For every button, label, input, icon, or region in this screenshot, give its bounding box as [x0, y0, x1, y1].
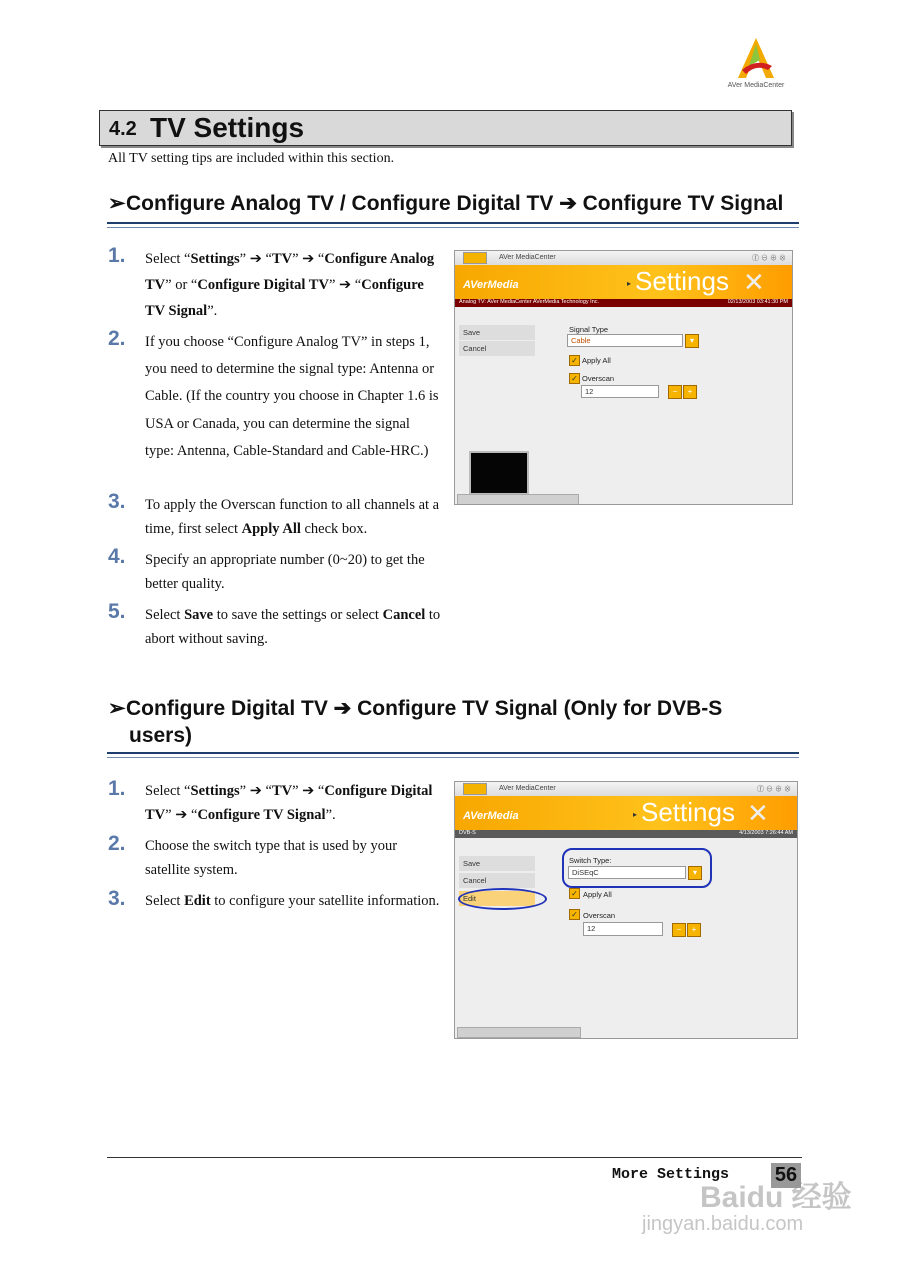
banner-title: Settings [641, 797, 735, 827]
heading-rule [107, 752, 799, 758]
play-marker-icon: ▸ [627, 279, 632, 288]
cancel-menu-item[interactable]: Cancel [459, 341, 535, 356]
save-menu-item[interactable]: Save [459, 856, 535, 871]
app-titlebar [455, 782, 797, 796]
avermedia-logo [716, 36, 796, 94]
step-text: Choose the switch type that is used by your satellite system. [145, 838, 398, 878]
overscan-label: Overscan [582, 374, 615, 383]
footer-label: More Settings [612, 1166, 730, 1183]
app-icon [463, 783, 487, 795]
decrease-button[interactable]: − [672, 923, 686, 937]
status-left: DVB-S [459, 830, 476, 836]
status-right: 02/13/2003 03:41:30 PM [727, 299, 788, 305]
decrease-button[interactable]: − [668, 385, 682, 399]
video-preview [469, 451, 529, 495]
step-number: 1. [108, 777, 126, 800]
footer-rule [107, 1157, 802, 1158]
step-text: Specify an appropriate number (0~20) to get the better quality. [145, 552, 425, 592]
increase-button[interactable]: + [683, 385, 697, 399]
section-number: 4.2 [109, 118, 137, 140]
step-text: To apply the Overscan function to all channels at a time, first select Apply All check box. [145, 497, 440, 537]
play-marker-icon: ▸ [633, 810, 638, 819]
step-number: 3. [108, 887, 126, 910]
step-text: If you choose “Configure Analog TV” in steps 1, you need to determine the signal type: Antenna or Cable. (If the country you choose in Chapter 1.6 is USA or Canada, you can determine the signal type: Antenna, Cable-Standard and Cable-HRC.) [145, 334, 439, 459]
cancel-menu-item[interactable]: Cancel [459, 873, 535, 888]
logo-text: AVer MediaCenter [727, 82, 785, 89]
settings-banner [455, 796, 797, 830]
apply-all-checkbox[interactable]: ✓ [569, 888, 580, 899]
heading-dvbs-signal [108, 695, 808, 749]
dropdown-arrow-icon[interactable]: ▾ [688, 866, 702, 880]
banner-title: Settings [635, 266, 729, 296]
screenshot-analog-settings [454, 250, 793, 505]
heading-rule [107, 222, 799, 228]
apply-all-checkbox[interactable]: ✓ [569, 355, 580, 366]
section-title: TV Settings [150, 112, 305, 143]
increase-button[interactable]: + [687, 923, 701, 937]
heading-2-line1: Configure Digital TV ➔ Configure TV Signal (Only for DVB-S [126, 697, 723, 720]
signal-type-label: Signal Type [569, 325, 609, 334]
status-right: 4/13/2003 7:26:44 AM [739, 830, 793, 836]
dropdown-arrow-icon[interactable]: ▾ [685, 334, 699, 348]
status-left: Analog TV: AVer MediaCenter AVerMedia Technology Inc. [459, 299, 600, 305]
heading-2-line2: users) [129, 724, 193, 747]
section-intro: All TV setting tips are included within this section. [108, 151, 395, 166]
tools-icon: ✕ [743, 267, 765, 297]
step-number: 2. [108, 327, 126, 350]
switch-type-select[interactable]: DiSEqC [568, 866, 686, 879]
app-title: AVer MediaCenter [499, 785, 556, 792]
apply-all-label: Apply All [582, 356, 611, 365]
overscan-checkbox[interactable]: ✓ [569, 373, 580, 384]
step-number: 4. [108, 545, 126, 568]
save-menu-item[interactable]: Save [459, 325, 535, 340]
heading-configure-tv-signal [108, 190, 808, 217]
step-number: 3. [108, 490, 126, 513]
control-bar[interactable] [457, 494, 579, 505]
brand-label: AVerMedia [463, 810, 519, 822]
brand-label: AVerMedia [463, 279, 519, 291]
app-icon [463, 252, 487, 264]
watermark-logo: Baidu 经验 [700, 1181, 852, 1214]
step-number: 5. [108, 600, 126, 623]
overscan-checkbox[interactable]: ✓ [569, 909, 580, 920]
window-controls-icon: ⓕ⊖⊕⊗ [752, 255, 788, 262]
step-text: Select Edit to configure your satellite information. [145, 893, 440, 909]
edit-highlight [458, 888, 547, 910]
arrow-bullet-icon: ➢ [108, 697, 126, 720]
step-number: 1. [108, 244, 126, 267]
section-title-box [99, 110, 792, 146]
heading-1-text: Configure Analog TV / Configure Digital TV ➔ Configure TV Signal [126, 192, 784, 215]
status-bar [455, 299, 792, 307]
switch-type-label: Switch Type: [569, 856, 612, 865]
edit-menu-item[interactable]: Edit [459, 891, 535, 906]
app-titlebar [455, 251, 792, 265]
tools-icon: ✕ [747, 798, 769, 828]
step-text: Select “Settings” ➔ “TV” ➔ “Configure Analog TV” or “Configure Digital TV” ➔ “Configure TV Signal”. [145, 251, 435, 319]
page-number: 56 [771, 1163, 801, 1188]
settings-banner [455, 265, 792, 299]
overscan-input[interactable]: 12 [583, 922, 663, 936]
signal-type-select[interactable]: Cable [567, 334, 683, 347]
window-controls-icon: ⓕ⊖⊕⊗ [757, 786, 793, 793]
step-text: Select Save to save the settings or select Cancel to abort without saving. [145, 607, 441, 647]
overscan-label: Overscan [583, 911, 616, 920]
status-bar [455, 830, 797, 838]
step-text: Select “Settings” ➔ “TV” ➔ “Configure Digital TV” ➔ “Configure TV Signal”. [145, 783, 433, 823]
watermark-url: jingyan.baidu.com [642, 1213, 804, 1235]
overscan-input[interactable]: 12 [581, 385, 659, 398]
app-title: AVer MediaCenter [499, 254, 556, 261]
step-number: 2. [108, 832, 126, 855]
screenshot-dvbs-settings [454, 781, 798, 1039]
control-bar[interactable] [457, 1027, 581, 1038]
apply-all-label: Apply All [583, 890, 612, 899]
arrow-bullet-icon: ➢ [108, 192, 126, 215]
